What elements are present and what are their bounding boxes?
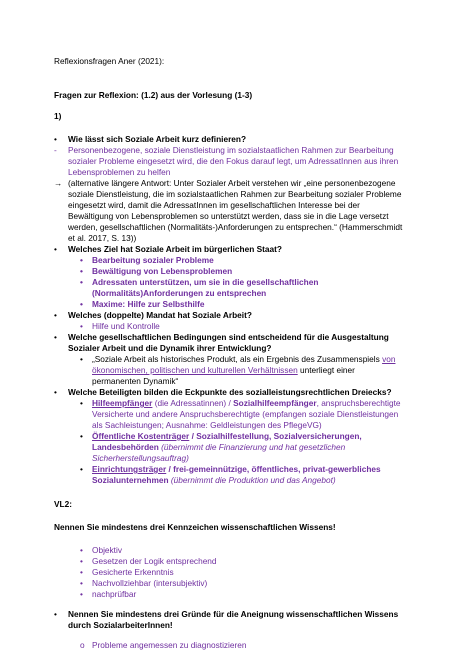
list-item (54, 321, 404, 332)
list-item-text: Bewältigung von Lebensproblemen (92, 266, 233, 276)
section-label-vl2: VL2: (54, 499, 72, 509)
sub-bullet-icon: • (80, 431, 83, 441)
question-text: Wie lässt sich Soziale Arbeit kurz definieren? (68, 134, 247, 144)
document-title: Reflexionsfragen Aner (2021): (54, 56, 165, 66)
sub-bullet-icon: • (80, 567, 83, 577)
list-item-text (92, 398, 404, 431)
bullet-icon: • (54, 332, 57, 342)
answer-text: Personenbezogene, soziale Dienstleistung im sozialstaatlichen Rahmen zur Bearbeitung sozialer Probleme eingesetzt wird, die den Fokus darauf legt, um AdressatInnen aus ihren Lebensproblemen zu helfen (68, 145, 399, 177)
sub-bullet-icon: • (80, 545, 83, 555)
list-item-text: Nachvollziehbar (intersubjektiv) (92, 578, 208, 588)
answer-1-long (54, 178, 404, 244)
sub-bullet-icon: • (80, 398, 83, 408)
list-item-text: Gesetzen der Logik entsprechend (92, 556, 217, 566)
list-item-text: Adressaten unterstützen, um sie in die gesellschaftlichen (Normalitäts)Anforderungen zu entsprechen (92, 277, 319, 298)
question-text: Welches (doppelte) Mandat hat Soziale Arbeit? (68, 310, 252, 320)
sub-bullet-icon: • (80, 321, 83, 331)
sub-bullet-icon: • (80, 266, 83, 276)
item-label: Hilfeempfänger (92, 398, 153, 408)
list-item (54, 545, 404, 556)
vl2-question-2 (54, 609, 404, 631)
sub-bullet-icon: • (80, 255, 83, 265)
dash-icon: - (54, 145, 57, 155)
arrow-icon: → (54, 178, 63, 188)
question-text: Welches Ziel hat Soziale Arbeit im bürgerlichen Staat? (68, 244, 282, 254)
list-item (54, 266, 404, 277)
quote-text (92, 354, 404, 387)
question-1 (54, 134, 404, 145)
item-paren: (die Adressatinnen) / (152, 398, 234, 408)
item-bold: Sozialhilfeempfänger (233, 398, 317, 408)
list-item (54, 354, 404, 387)
bullet-icon: • (54, 387, 57, 397)
sub-bullet-icon: • (80, 556, 83, 566)
list-item (54, 299, 404, 310)
answer-text: (alternative längere Antwort: Unter Sozialer Arbeit verstehen wir „eine personenbezogene soziale Dienstleistung, die im sozialstaatlichen Rahmen zur Bearbeitung sozialer Probleme eingesetzt wird, damit die AdressatInnen im gesellschaftlichen Interesse bei der Bewältigung von Lebensproblemen so unterstützt werden, dass sie in die Lage versetzt werden, gesellschaftlichen (Normalitäts-)Anforderungen zu entsprechen.“ (Hammerschmidt et al. 2017, S. 13)) (68, 178, 403, 243)
list-item (54, 464, 404, 486)
list-item (54, 255, 404, 266)
sub-bullet-icon: o (80, 640, 85, 650)
list-item-text (92, 431, 404, 464)
item-bold: / Sozialhilfestellung, Sozialversicherungen, Landesbehörden (92, 431, 362, 452)
sub-bullet-icon: • (80, 277, 83, 287)
list-item-text: Probleme angemessen zu diagnostizieren (92, 640, 247, 650)
list-item (54, 556, 404, 567)
sub-bullet-icon: • (80, 299, 83, 309)
vl2-question-1: Nennen Sie mindestens drei Kennzeichen wissenschaftlichen Wissens! (54, 522, 336, 532)
quote-highlight: von ökonomischen, politischen und kulturellen Verhältnissen (92, 354, 396, 375)
list-item (54, 567, 404, 578)
sub-bullet-icon: • (80, 578, 83, 588)
question-5 (54, 387, 404, 398)
list-item-text: nachprüfbar (92, 589, 137, 599)
item-rest: , anspruchsberechtigte Versicherte und andere Anspruchsberechtigte (empfangen soziale Dienstleistungen als Sachleistungen; Ausnahme: Geldleistungen des PflegeVG) (92, 398, 401, 430)
list-item-text: Bearbeitung sozialer Probleme (92, 255, 214, 265)
section-heading: Fragen zur Reflexion: (1.2) aus der Vorlesung (1-3) (54, 90, 253, 100)
sub-bullet-icon: • (80, 589, 83, 599)
sub-bullet-icon: • (80, 464, 83, 474)
list-item-text: Objektiv (92, 545, 122, 555)
quote-start: „Soziale Arbeit als historisches Produkt, als ein Ergebnis des Zusammenspiels (92, 354, 383, 364)
list-item (54, 431, 404, 464)
bullet-icon: • (54, 134, 57, 144)
list-item (54, 398, 404, 431)
item-bold: / frei-gemeinnützige, öffentliches, privat-gewerbliches Sozialunternehmen (92, 464, 381, 485)
question-2 (54, 244, 404, 255)
list-item-text: Maxime: Hilfe zur Selbsthilfe (92, 299, 205, 309)
list-item-text: Gesicherte Erkenntnis (92, 567, 174, 577)
bullet-icon: • (54, 310, 57, 320)
item-label: Öffentliche Kostenträger (92, 431, 190, 441)
answer-1-short (54, 145, 404, 178)
question-text: Welche Beteiligten bilden die Eckpunkte des sozialleistungsrechtlichen Dreiecks? (68, 387, 392, 397)
quote-end: unterliegt einer permanenten Dynamik“ (92, 365, 355, 386)
question-text: Nennen Sie mindestens drei Gründe für die Aneignung wissenschaftlichen Wissens durch SozialarbeiterInnen! (68, 609, 399, 630)
item-italic: (übernimmt die Produktion und das Angebot) (168, 475, 336, 485)
section-number: 1) (54, 111, 62, 121)
list-item-text (92, 464, 404, 486)
bullet-icon: • (54, 609, 57, 619)
bullet-icon: • (54, 244, 57, 254)
item-italic: (übernimmt die Finanzierung und hat gesetzlichen Sicherherstellungsauftrag) (92, 442, 346, 463)
question-4 (54, 332, 404, 354)
list-item (54, 589, 404, 600)
list-item (54, 578, 404, 589)
question-text: Welche gesellschaftlichen Bedingungen sind entscheidend für die Ausgestaltung Sozialer Arbeit und die Dynamik ihrer Entwicklung? (68, 332, 389, 353)
list-item (54, 277, 404, 299)
list-item (54, 640, 404, 651)
item-label: Einrichtungsträger (92, 464, 167, 474)
sub-bullet-icon: • (80, 354, 83, 364)
question-3 (54, 310, 404, 321)
list-item-text: Hilfe und Kontrolle (92, 321, 160, 331)
